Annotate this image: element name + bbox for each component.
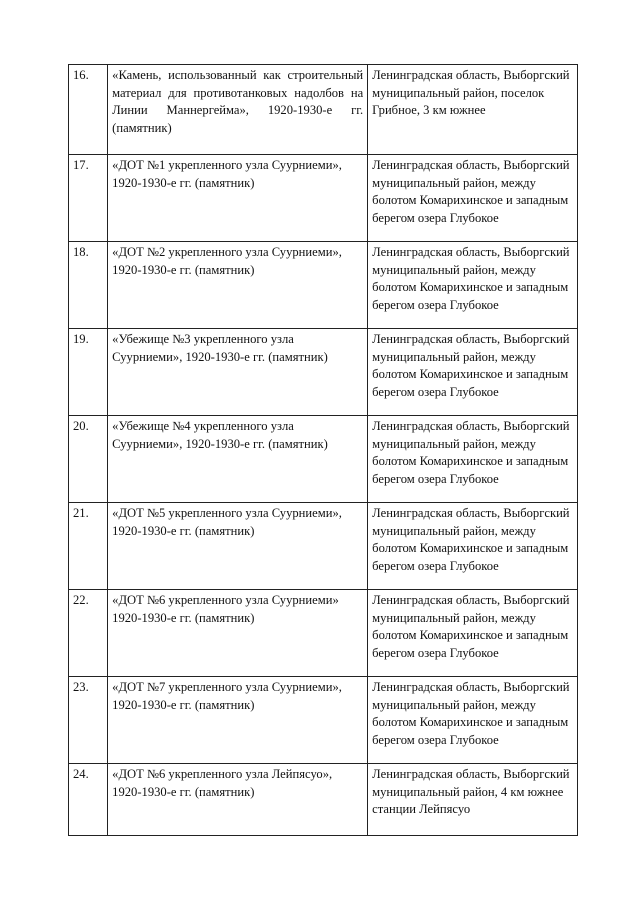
monument-name: «ДОТ №2 укрепленного узла Суурниеми», 1920-1930-е гг. (памятник) [108, 242, 368, 329]
monument-name: «Убежище №4 укрепленного узла Суурниеми», 1920-1930-е гг. (памятник) [108, 416, 368, 503]
monument-name: «ДОТ №1 укрепленного узла Суурниеми», 1920-1930-е гг. (памятник) [108, 155, 368, 242]
monument-location: Ленинградская область, Выборгский муниципальный район, между болотом Комарихинское и западным берегом озера Глубокое [368, 416, 578, 503]
table-row [69, 764, 578, 836]
monument-location: Ленинградская область, Выборгский муниципальный район, между болотом Комарихинское и западным берегом озера Глубокое [368, 242, 578, 329]
table-row [69, 65, 578, 155]
monument-location: Ленинградская область, Выборгский муниципальный район, между болотом Комарихинское и западным берегом озера Глубокое [368, 329, 578, 416]
table-row [69, 590, 578, 677]
row-number: 21. [69, 503, 108, 590]
monument-name: «ДОТ №5 укрепленного узла Суурниеми», 1920-1930-е гг. (памятник) [108, 503, 368, 590]
monument-name: «ДОТ №6 укрепленного узла Суурниеми» 1920-1930-е гг. (памятник) [108, 590, 368, 677]
row-number: 24. [69, 764, 108, 836]
row-number: 19. [69, 329, 108, 416]
monument-name: «ДОТ №6 укрепленного узла Лейпясуо», 1920-1930-е гг. (памятник) [108, 764, 368, 836]
monument-name: «ДОТ №7 укрепленного узла Суурниеми», 1920-1930-е гг. (памятник) [108, 677, 368, 764]
table-row [69, 242, 578, 329]
monument-location: Ленинградская область, Выборгский муниципальный район, между болотом Комарихинское и западным берегом озера Глубокое [368, 503, 578, 590]
row-number: 23. [69, 677, 108, 764]
row-number: 18. [69, 242, 108, 329]
row-number: 17. [69, 155, 108, 242]
table-row [69, 416, 578, 503]
table-row [69, 155, 578, 242]
monument-location: Ленинградская область, Выборгский муниципальный район, между болотом Комарихинское и западным берегом озера Глубокое [368, 590, 578, 677]
monuments-table [68, 64, 578, 836]
monument-location: Ленинградская область, Выборгский муниципальный район, между болотом Комарихинское и западным берегом озера Глубокое [368, 677, 578, 764]
table-row [69, 677, 578, 764]
row-number: 20. [69, 416, 108, 503]
table-row [69, 329, 578, 416]
monument-location: Ленинградская область, Выборгский муниципальный район, 4 км южнее станции Лейпясуо [368, 764, 578, 836]
table-row [69, 503, 578, 590]
row-number: 16. [69, 65, 108, 155]
monument-name: «Убежище №3 укрепленного узла Суурниеми», 1920-1930-е гг. (памятник) [108, 329, 368, 416]
monument-location: Ленинградская область, Выборгский муниципальный район, поселок Грибное, 3 км южнее [368, 65, 578, 155]
monument-name: «Камень, использованный как строительный материал для противотанковых надолбов на Линии Маннергейма», 1920-1930-е гг. (памятник) [108, 65, 368, 155]
row-number: 22. [69, 590, 108, 677]
monument-location: Ленинградская область, Выборгский муниципальный район, между болотом Комарихинское и западным берегом озера Глубокое [368, 155, 578, 242]
